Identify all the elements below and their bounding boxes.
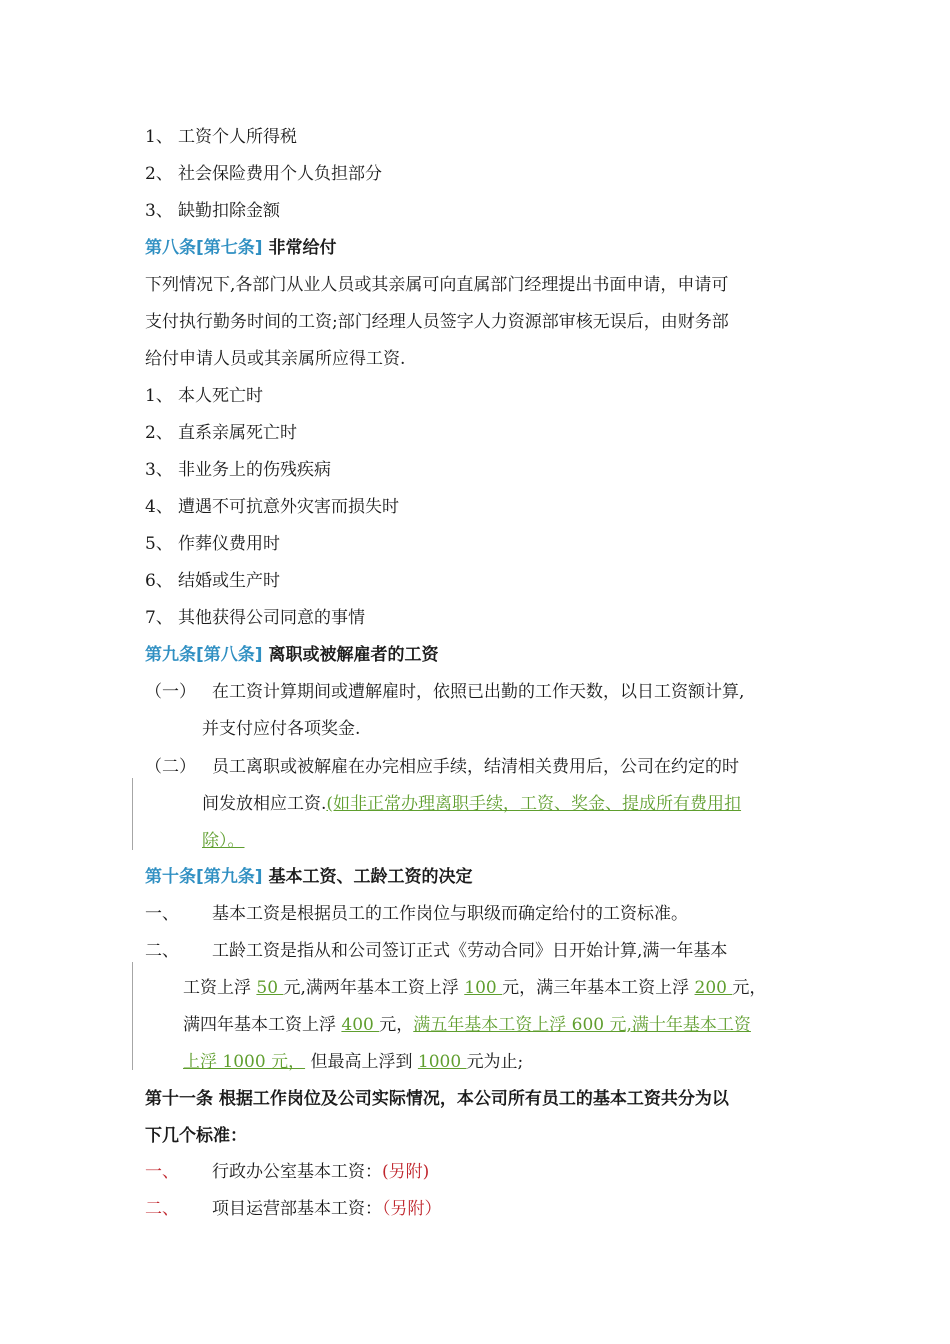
inserted-text: 50 [256,978,284,998]
paragraph-line: 间发放相应工资.(如非正常办理离职手续，工资、奖金、提成所有费用扣 [202,794,742,814]
list-item: （二） 员工离职或被解雇在办完相应手续，结清相关费用后，公司在约定的时 [145,757,739,777]
inserted-text: 上浮 1000 元， [183,1052,306,1072]
inserted-text: 100 [464,978,503,998]
list-item: 5、 作葬仪费用时 [145,534,280,554]
list-item: 3、 非业务上的伤残疾病 [145,460,331,480]
revision-bar [132,778,133,850]
list-item: 2、 社会保险费用个人负担部分 [145,164,382,184]
list-item: 6、 结婚或生产时 [145,571,280,591]
inserted-text: 200 [694,978,733,998]
paragraph-line: 工资上浮 50 元,满两年基本工资上浮 100 元，满三年基本工资上浮 200 元， [183,978,767,998]
article-number: 第九条[第八条] [145,645,263,665]
list-item: （一） 在工资计算期间或遭解雇时，依照已出勤的工作天数，以日工资额计算, [145,682,745,702]
list-item: 2、 直系亲属死亡时 [145,423,297,443]
article-number: 第十条[第九条] [145,867,263,887]
list-item: 3、 缺勤扣除金额 [145,201,280,221]
list-item: 一、 基本工资是根据员工的工作岗位与职级而确定给付的工资标准。 [145,904,688,924]
inserted-text: 满五年基本工资上浮 600 元,满十年基本工资 [413,1015,751,1035]
article-11-heading: 第十一条 根据工作岗位及公司实际情况，本公司所有员工的基本工资共分为以 [145,1089,729,1109]
list-item: 4、 遭遇不可抗意外灾害而损失时 [145,497,399,517]
article-9-heading [145,642,438,668]
paragraph-line: 并支付应付各项奖金. [202,719,361,739]
paragraph-line: 支付执行勤务时间的工资;部门经理人员签字人力资源部审核无误后，由财务部 [145,312,729,332]
list-item: 二、 项目运营部基本工资：（另附） [145,1199,442,1219]
list-item: 1、 工资个人所得税 [145,127,297,147]
note: （另附） [382,1199,442,1219]
article-number: 第八条[第七条] [145,238,263,258]
article-10-heading [145,864,472,890]
list-item: 二、 工龄工资是指从和公司签订正式《劳动合同》日开始计算,满一年基本 [145,941,728,961]
article-title: 基本工资、工龄工资的决定 [268,867,473,887]
article-title: 非常给付 [268,238,337,258]
list-item: 7、 其他获得公司同意的事情 [145,608,365,628]
paragraph-line: 上浮 1000 元， 但最高上浮到 1000 元为止; [183,1052,524,1072]
inserted-text: 400 [341,1015,380,1035]
paragraph-line: 给付申请人员或其亲属所应得工资. [145,349,406,369]
note: (另附) [382,1162,430,1182]
list-item: 1、 本人死亡时 [145,386,263,406]
article-11-heading-cont: 下几个标准： [145,1126,247,1146]
list-item: 一、 行政办公室基本工资：(另附) [145,1162,430,1182]
revision-bar [132,962,133,1070]
paragraph-line: 下列情况下,各部门从业人员或其亲属可向直属部门经理提出书面申请，申请可 [145,275,729,295]
inserted-text: 除）。 [202,831,245,851]
paragraph-line: 满四年基本工资上浮 400 元，满五年基本工资上浮 600 元,满十年基本工资 [183,1015,751,1035]
inserted-text: 1000 [417,1052,467,1072]
article-8-heading [145,235,336,261]
inserted-text: (如非正常办理离职手续，工资、奖金、提成所有费用扣 [326,794,742,814]
article-title: 离职或被解雇者的工资 [268,645,439,665]
